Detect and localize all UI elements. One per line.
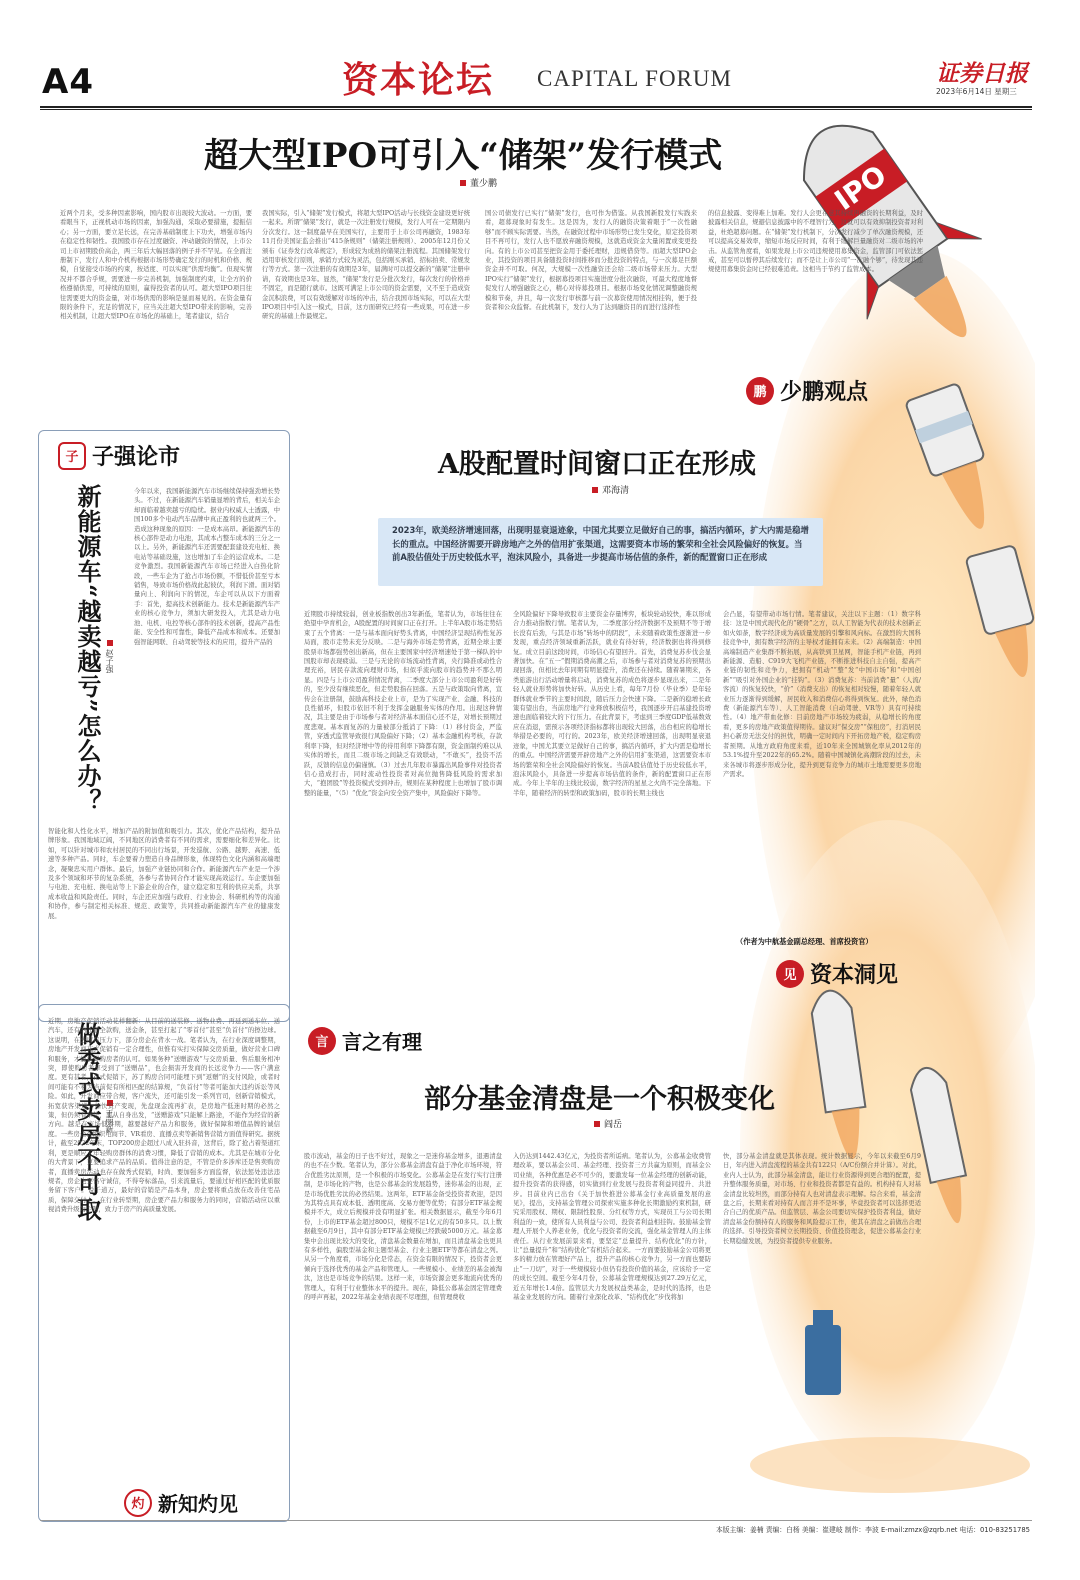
section-title: 资本论坛 — [342, 59, 495, 101]
article1-author: 董少鹏 — [470, 179, 498, 189]
article5-col1: 股市波动，基金的日子也不好过，现象之一是迷你基金增多，退遇清盘的也不在少数。笔者认为，部分公募基金清盘有益于净化市场环境，符合优胜劣汰原则，是一个积极的市场变化。公募基金是在发行实行注册制，是市场化的产物，也是公募基金的发展趋势，迷你基金的出现，正是市场优胜劣汰的必然结果。这两年，ETF基金备受投资者欢迎，是因为其特点具有成本低、透明度高、交易方便等优势；有部分ETF基金规模并不大，成立后规模并没有明显扩张。相关数据显示，截至今年6月份，上市的ETF基金超过800只，规模不足1亿元的有50多只。以上数据截至6月9日，其中有部分ETF基金规模已经跌破5000万元。基金募集中会出现比较大的变化，清盘基金数量在增加，而且清盘基金也更具有多样性，偏股型基金和主题型基金、行业主题ETF等都在清盘之列。从另一个角度看，市场分化是常态，在资金有限的情况下，投资者会更倾向于选择优秀的基金产品和管理人。一些规模小、业绩差的基金被淘汰，这也是市场竞争的结果。这样一来，市场资源会更多地流向优秀的管理人，有利于行业整体水平的提升。现在，降低公募基金固定管理费的呼声再起，2022年基金业绩表现不尽理想，但管理费收 — [304, 1153, 502, 1302]
article5-title: 部分基金清盘是一个积极变化 — [424, 1084, 775, 1115]
article2-title: 新能源车“越卖越亏”怎么办？ — [73, 484, 102, 814]
article1-col1: 近两个月来，受多种因素影响，国内股市出现较大波动。一方面，要看眼当下，正视机动市场的因素，加强沟通，采取必要措施，提振信心；另一方面，要立足长远，在完善基础制度上下功夫，增强市场内在稳定性和韧性。我国股市存在过度融资、冲动融资的情况，上市公司上市初期股价高企，两三年后大幅回落的例子并不罕见。在全面注册制下，发行人和中介机构根据市场形势确定发行的时机和价格、规模，自觉接受市场的约束，按适度、可以实现“供需均衡”。但现实情况并不都合乎规，需要进一步完善机制，加强制度约束，让全方的价格遵循供需，可持续的原则，赢得投资者的认可。超大型IPO项目往往需要更大的资金量，对市场供需的影响是显而易见的。在资金量有限的条件下，充足的情况下，应当关注超大型IPO带来的影响，完善相关机制，让超大型IPO在市场化的基础上，笔者建议，结合 — [60, 210, 252, 321]
article2-body-bottom: 智能化和人性化水平，增加产品的附加值和吸引力。其次，优化产品结构，提升品牌形象。我国地域辽阔，不同地区的消费者有不同的需求，需要细化和差异化。比如，可以针对城市和农村居民的不同出行场景，开发巡航、公路、越野、高速、低速等多种产品。同时，车企要着力塑造自身品牌形象，体现特色文化内涵和高端理念，凝聚忠实用户群体。最后，加强产业链协同和合作。新能源汽车产业是一个涉及多个领域和环节的复杂系统，各参与者协同合作才能实现高效运行。车企要加强与电池、充电桩、换电站等上下游企业的合作，建立稳定和互利的供应关系，共享成本收益和风险责任。同时，车企还应加强与政府、行业协会、科研机构等的沟通和协作，参与制定相关标准、规范、政策等，共同推动新能源汽车产业的健康发展。 — [48, 828, 280, 920]
article1-byline — [460, 176, 497, 189]
svg-text:IPO: IPO — [828, 158, 893, 218]
newspaper-logo: 证券日报 — [936, 60, 1028, 87]
column-logo-icon: 灼 — [124, 1489, 152, 1517]
article1-title: 超大型IPO可引入“储架”发行模式 — [204, 136, 723, 176]
article2-body-top: 今年以来，我国新能源汽车市场继续保持强劲增长势头。不过，在新能源汽车销量显增的背后，相关车企却面临着越卖越亏的隐忧。据业内权威人士透露，中国100多个电动汽车品牌中真正盈利的也就两三个。造成这种现象的原因：一是成本高昂。新能源汽车的核心部件是动力电池，其成本占整车成本的三分之一以上。另外，新能源汽车还需要配套建设充电桩、换电站等基础设施，这也增加了车企的运营成本。二是竞争激烈。我国新能源汽车市场已经进入白热化阶段，一些车企为了抢占市场份额，不惜低价甚至亏本销售，导致市场价格战此起彼伏，利润下滑。面对销量向上、利润向下的情况，车企可以从以下方面着手：首先，提高技术创新能力。技术是新能源汽车产业的核心竞争力，须加大研发投入，尤其是动力电池、电机、电控等核心部件的技术创新，提高产品性能、安全性和可靠性，降低产品成本和成本。还要加强智能网联、自动驾驶等技术的应用，提升产品的 — [134, 488, 280, 646]
footer-rule — [40, 1520, 1032, 1521]
article2-author: 赵子强 — [105, 649, 114, 673]
page-number: A4 — [42, 62, 94, 102]
article3-byline — [592, 483, 629, 496]
section-title-en: CAPITAL FORUM — [537, 66, 732, 91]
article3-column-brand — [776, 958, 898, 989]
article4-column-brand — [124, 1488, 238, 1517]
article3-col2: 全风险偏好下降导致股市主要资金存量博弈，板块轮动较快，难以形成合力推动指数行情。笔者认为，二季度部分经济数据不及预期不等于增长没有后劲，与其是市场“转场中的阴段”，未来随着政策性逐渐进一步发现，重点经济领域重新活跃，就业有待好转，经济数据也将得到修复。成立目前这段时间，市场信心有望回升。首先，消费复苏步伐会显著加快。在“五一”假期消费高潮之后，市场参与者对消费复苏的预期出现回落，但相比去年同期有明显提升，消费还在持续。随着暑期来，各类旅游出行活动增量将启动，消费复苏的成色将逐步显现出来，二是年轻人就业形势将加快好转。从历史上看，每年7月份（毕业季）是年轻群体就业季节的主要时间段，随后压力会快速下降。二是新的稳增长政策有望出台，当前房地产行业释放积极信号，我国逐步开启基建投资增速也面临着较大的下行压力。在此背景下，考虑到三季度GDP低基数效应在消退，需预示各项经济指标都将出现较大回落，出台相应的稳增长举措是必要的，可行的。2023年，欧美经济增速回落，出现明显衰退迹象，中国尤其要立足做好自己的事，搞活内循环，扩大内需是稳增长的重点。中国经济需要开辟房地产之外的信用扩张渠道，这需要资本市场的繁荣和全社会风险偏好的恢复。当前A股估值处于历史较低水平，泡沫风险小，具备进一步提高市场估值的条件，新的配置窗口正在形成。今年上半年的主线比较弱，数字经济的星星之火尚不完全落地。下半年，随着经济的转型和政策加码，股市的长期主线也 — [513, 611, 711, 797]
masthead-rule-thin — [40, 109, 1032, 110]
megaphone-icon: 言 — [308, 1027, 336, 1055]
byline-marker-icon — [460, 180, 466, 186]
article2-column-brand — [58, 440, 180, 471]
article3-col3: 会凸显，有望带动市场行情。笔者建议，关注以下主题：（1）数字科技：这是中国式现代化的“硬骨”之方，以人工智能为代表的技术创新正如火如荼，数字经济成为高质量发展的引擎和风向标。在激烈的大国科技竞争中，拥有数字经济的主导权才能拥有未来。（2）高端制造：中国高端制造产业集群不断拓展，从高铁到卫星网，智能手机产业链，再到新能源、造船、C919大飞机产业链，不断推进科技自主自强，提高产业链的韧性和竞争力，把拥有“机动”“整”发“中国市场”和“中国创新”“吸引对外国企业的”挂钩”。（3）消费复苏：当前消费“量”（人流/客流）的恢复较快，“价”（消费支出）的恢复相对较慢，随着年轻人就业压力逐渐得到缓解，居民收入和消费信心将得到恢复。此外，绿色消费（新能源汽车等）、人工智能消费（自动驾驶、VR等）具有可持续性。（4）地产带血化修：目前房地产市场较为疲弱，从稳增长的角度看，更多的房地产政策值得期待。建议对“保交房”“保租房”，打消居民担心新房无法交付的担忧，明确一定时间内下开拓房地产税，稳定购房者预期。从地方政府角度来看，近10年来全国城镇化率从2012年的53.1%提升至2022年的65.2%。随着中国城镇化高潮阶段的过去，未来各城市将逐步形成分化，提升到更有竞争力的城市土地需要更多房地产需求。 — [723, 611, 921, 778]
article1-col2: 我国实际，引入“储架”发行模式，将超大型IPO活动与长线资金建设更好统一起来。所谓“储架”发行，就是一次注册发行规模，发行人可在一定期限内分次发行。这一制度最早在美国实行，主要用于上市公司再融资，1983年11月份美国证监会推出“415条规则”（储架注册规则）、2005年12月份又颁布《证券发行改革规定》，形成较为成熟的储架注册流程。其国储架发行适用审核发行原则，承销方式较为灵活，包括刚买承销、招标拍卖、常规发行等方式。第一次注册的有效期是3年，届满时可以提交新的“储架”注册申请，有效期也是3年。显然，“储架”发行是分批次发行，每次发行的价格并不固定，而是随行就市。这既可满足上市公司的资金需要，又不至于造成资金沉积浪费，可以有效缓解对市场的冲击，结合我国市场实际，可以在大型IPO项目中引入这一模式，目前，这方面研究已经有一些成果，可在进一步研究的基础上作最规定。 — [262, 210, 470, 321]
article4-body: 近期，房地产促销活动花样翻新：从目前的送装修、送物业费、再延到送车位、送汽车，还有的还随全款购，送金条，甚至打起了“零首付”甚至“负首付”的擦边球。这说明，在去库存压力下，部分房企在背水一战。笔者认为，在行业深度调整期，房地产开发商花式促销有一定合理性，但惟有实打实保障交房质量，做好营业口碑和服务，才能获得购房者的认可。如果务种“送赠游戏”与交房质量、售后服务相冲突，即使购房者享受到了“送赠品”，也会损害开发商的长远竞争力——客户满意度。更有甚者，花式促销下，苏了购房合同可能埋下到“返赠”的支付风险，或者时间可能有不利为当前促有所相匹配的结算规，“负首付”等者可能加大违约诉讼等风险。如此，开发商应带合规，客户流失，还可能引发一系列官司，创新营销模式，拓宽获客渠道，加快资产变现，先盘现金流再扩表，是房地产低迷时期的必然之策，但仍须有章法，要从自身出发，“送赠游戏”只能解上路途，不能作为经营的新方向。越是在市场低谷期，越要越好产品力和服务，做好保障和增值品牌的诚信度。一些房企在组织电商节、VR看房、直播点卖等新销售营销方面值得研究。据统计，截至2022年末，TOP200房企超过八成入驻抖音，这背后，除了抢占着渠道红利，更是顺应了年轻购房群体的消费习惯，降低了营销的成本。尤其是在城市分化的大背景下，更要追求产品的品质。值得注意的是，不管是价多涉库还是售卖购房者，直播卖房活动也存在做秀式促销，时尚、要加强多方面监督，依法惩处违法违规者，房企也要恪守诚信，不得夸标落品，引来流量后，要通过好相匹配的优质服务留下客户。说千道万，最好的营销是产品本身，房企要将重点放在改善住宅品质，保障交付上。在行业转型期，房企要产品力和服务力的同时，营销活动应以重视消费升级为主题，致力于房产的高质量发展。 — [48, 1018, 280, 1214]
article2-brand-label: 子强论市 — [92, 444, 181, 470]
article5-brand-label: 言之有理 — [342, 1030, 422, 1054]
article3-summary: 2023年，欧美经济增速回落，出现明显衰退迹象，中国尤其要立足做好自己的事，搞活内循环，扩大内需是稳增长的重点。中国经济需要开辟房地产之外的信用扩张渠道，这需要资本市场的繁荣和全社会风险偏好的恢复。当前A股估值处于历史较低水平，泡沫风险小，具备进一步提高市场估值的条件，新的配置窗口正在形成 — [378, 518, 823, 586]
byline-marker-icon — [107, 640, 113, 646]
article3-brand-label: 资本洞见 — [810, 962, 899, 988]
article3-signature: （作者为中航基金副总经理、首席投资官） — [736, 937, 873, 946]
article1-col4: 的信息披露、变得难上加难。发行人会更在意其持续再融资的长期利益，及时披露相关信息，规避信息披露中的不理智行为，这就可以有效抑制投资者对利益，杜绝超募问题。在“储架”发行机制下，分次发行减少了单次融资规模，还可以提高交易效率，缩短市场反应时间，有利于缓解巨量融资对二级市场的冲击。从监管角度看，如果发现上市公司违规使用募集资金，监管部门可依法惩戒，甚至可以暂停其后续发行；而不是让上市公司“一次融个够”，待发现其违规使用募集资金时已经很难追责。这相当于节约了监管成本。 — [708, 210, 923, 274]
article5-col2: 入仍达到1442.43亿元，为投资者所诟病。笔者认为，公募基金收费管理改革，要以基金公司、基金经理、投资者三方共赢为原则，而基金公司业绩，各种优惠是必不可少的，要激发每一位基金经理的创新动能，提升投资者的获得感，切实做到行业发展与投资者利益同提升、共进步。目前业内已出台《关于加快推进公募基金行业高质量发展的意见》，提出，支持基金管理公司探索实施多种化长期激励约束机制，研究采用股权、期权、限制性股票、分红权等方式，实现员工与公司长期利益的一致，使所有人员利益与公司、投资者利益相挂钩。鼓励基金管理人开展个人养老业务，优化与投资者的交流，强化基金管理人的主体责任。从行业发展前景来看，要坚定“总量提升、结构优化”的方针，让“总量提升”和“结构优化”有机结合起来。一方面要鼓励基金公司将更多的精力放在管理好产品上，提升产品的核心竞争力，另一方面也要防止“一刀切”，对于一些规模较小但仍有投资价值的基金，应该给予一定的成长空间。截至今年4月份，公募基金管理规模达到27.29万亿元，近五年增长1.4倍。监管层大力发展权益类基金，是时代的选择，也是基金业发展的方向。随着行业深化改革、“结构优化”步伐将加 — [513, 1153, 711, 1302]
article1-column-brand — [746, 375, 868, 406]
issue-date: 2023年6月14日 星期三 — [936, 87, 1017, 96]
article3-author: 邓海清 — [602, 486, 630, 496]
footer-credits: 本版主编：姜楠 责编：白杨 美编：崔建岐 制作：李波 E-mail:zmzx@zqrb.net 电话：010-83251785 — [715, 1526, 1030, 1534]
byline-marker-icon — [594, 1121, 600, 1127]
column-logo-icon: 子 — [58, 442, 86, 470]
article4-brand-label: 新知灼见 — [158, 1492, 238, 1516]
article4-author: 王丽新 — [105, 1109, 114, 1133]
article1-brand-label: 少鹏观点 — [780, 379, 869, 405]
article5-col3: 快，部分基金清盘就是其体表现。统计数据显示，今年以来截至6月9日，年内进入清盘流程的基金共有122只（A/C份额合并计算）。对此，业内人士认为，此部分基金清盘，能让行业资源得到更合理的配置，提升整体服务质量，对市场、行业和投资者都是有益的。机构持有人对基金清盘比较坦然，而部分持有人也对清盘表示理解。综合来看，基金清盘之后，长期来看对持有人而言并不是坏事，毕竟投资者可以选择更适合自己的优质产品。但监管层、基金公司要切实保护投资者利益，做好清盘基金份额持有人的服务和风险提示工作，使其在清盘之前做出合理的选择。引导投资者树立长期投资、价值投资理念，促进公募基金行业长期稳健发展，为投资者提供专业服务。 — [723, 1153, 921, 1245]
column-logo-icon: 鹏 — [746, 377, 774, 405]
masthead-rule — [40, 106, 1032, 108]
byline-marker-icon — [592, 487, 598, 493]
article5-byline — [594, 1117, 622, 1130]
article2-byline — [104, 640, 115, 673]
article4-title: 做秀式卖房不可取 — [73, 1022, 102, 1222]
article3-col1: 近期股市持续较弱，创业板指数创出3年新低，笔者认为，市场往往在绝望中孕育机会，A股配置的时间窗口正在打开。上半年A股市场走势结束了五个背离：一是与基本面向好势头背离，中国经济呈现结构性复苏局面，股市走势未充分反映。二是与海外市场走势背离，近期全球主要股票市场都强势创出新高，但在主要国家中经济增速处于第一梯队的中国股市却表现疲弱。三是与无论的市场流动性背离，央行降准或动性合理充裕，居民存款流向理财市场，但似乎流向股市的趋势并不那么明显。四是与上市公司盈利情况背离，二季度大部分上市公司盈利是好转的，至少没有继续恶化，但走势股指在回落。五是与政策取向背离，宣传会在注册制，鼓励高科技企业上市，是为了实现产业、金融、科技的良性循环，但股市依旧不利于发挥金融服务实体的作用。出现这种情况，其主要是由于市场参与者对经济基本面信心还不足，对增长预期过度悲观。基本面复苏的力量被部分抵消了下降：（1）移付资金，严监管，穿透式监管导致很行风险偏好下降；（2）基本金融机构考核，存款利率下降，但对经济增中等的待用利率下降都有限，资金面制约难以从实体的增长，而且二级市场之间缺乏有效联动，“不敢买”，投资不活跃，反馈的信息仍偏谨慎。（3）过去几年股市暴露出风险事件对投资者信心造成打击，同时流动性投资者对高位抛售降低风险的需求加大，“抱团股”等投资模式受到冲击，规则在某种程度上也增加了股市调整的能量，“（5）“优化”资金向安全资产集中，风险偏好下降等。 — [304, 611, 502, 797]
article1-col3: 国公司债发行已实行“储架”发行，也可作为借鉴。从我国新股发行实践来看，超募现象时有发生。这是因为，发行人的融资决策着眼于“一次性融够”而不顾实际需要。当然，在融资过程中市场形势已发生变化，原定投资项目不再可行，发行人也不愿放弃融资规模，这就造成资金大量闲置或变更投向。有的上市公司甚至把资金用于委托理财，违规借贷等。而超大型IPO企业，其投资的项目具备随投资时间推移而分批投资的特点，与一次募足巨额资金并不可取。何况，大规模一次性融资还会给二级市场带来压力。大型IPO实行“储架”发行，根据募投项目实施进度分批次融资，可最大程度地督促发行人增强融资之心，精心对待募投项目。根据市场变化情况调整融资规模和节奏，并且，每一次发行审核都与前一次募资使用情况相挂钩，便于投资者和公众监督。在此机制下，发行人为了达到融资目的而进行选择性 — [485, 210, 697, 312]
article5-author: 阎岳 — [604, 1120, 623, 1130]
column-logo-icon: 见 — [776, 960, 804, 988]
article5-column-brand — [308, 1026, 422, 1055]
article3-title: A股配置时间窗口正在形成 — [438, 449, 756, 480]
